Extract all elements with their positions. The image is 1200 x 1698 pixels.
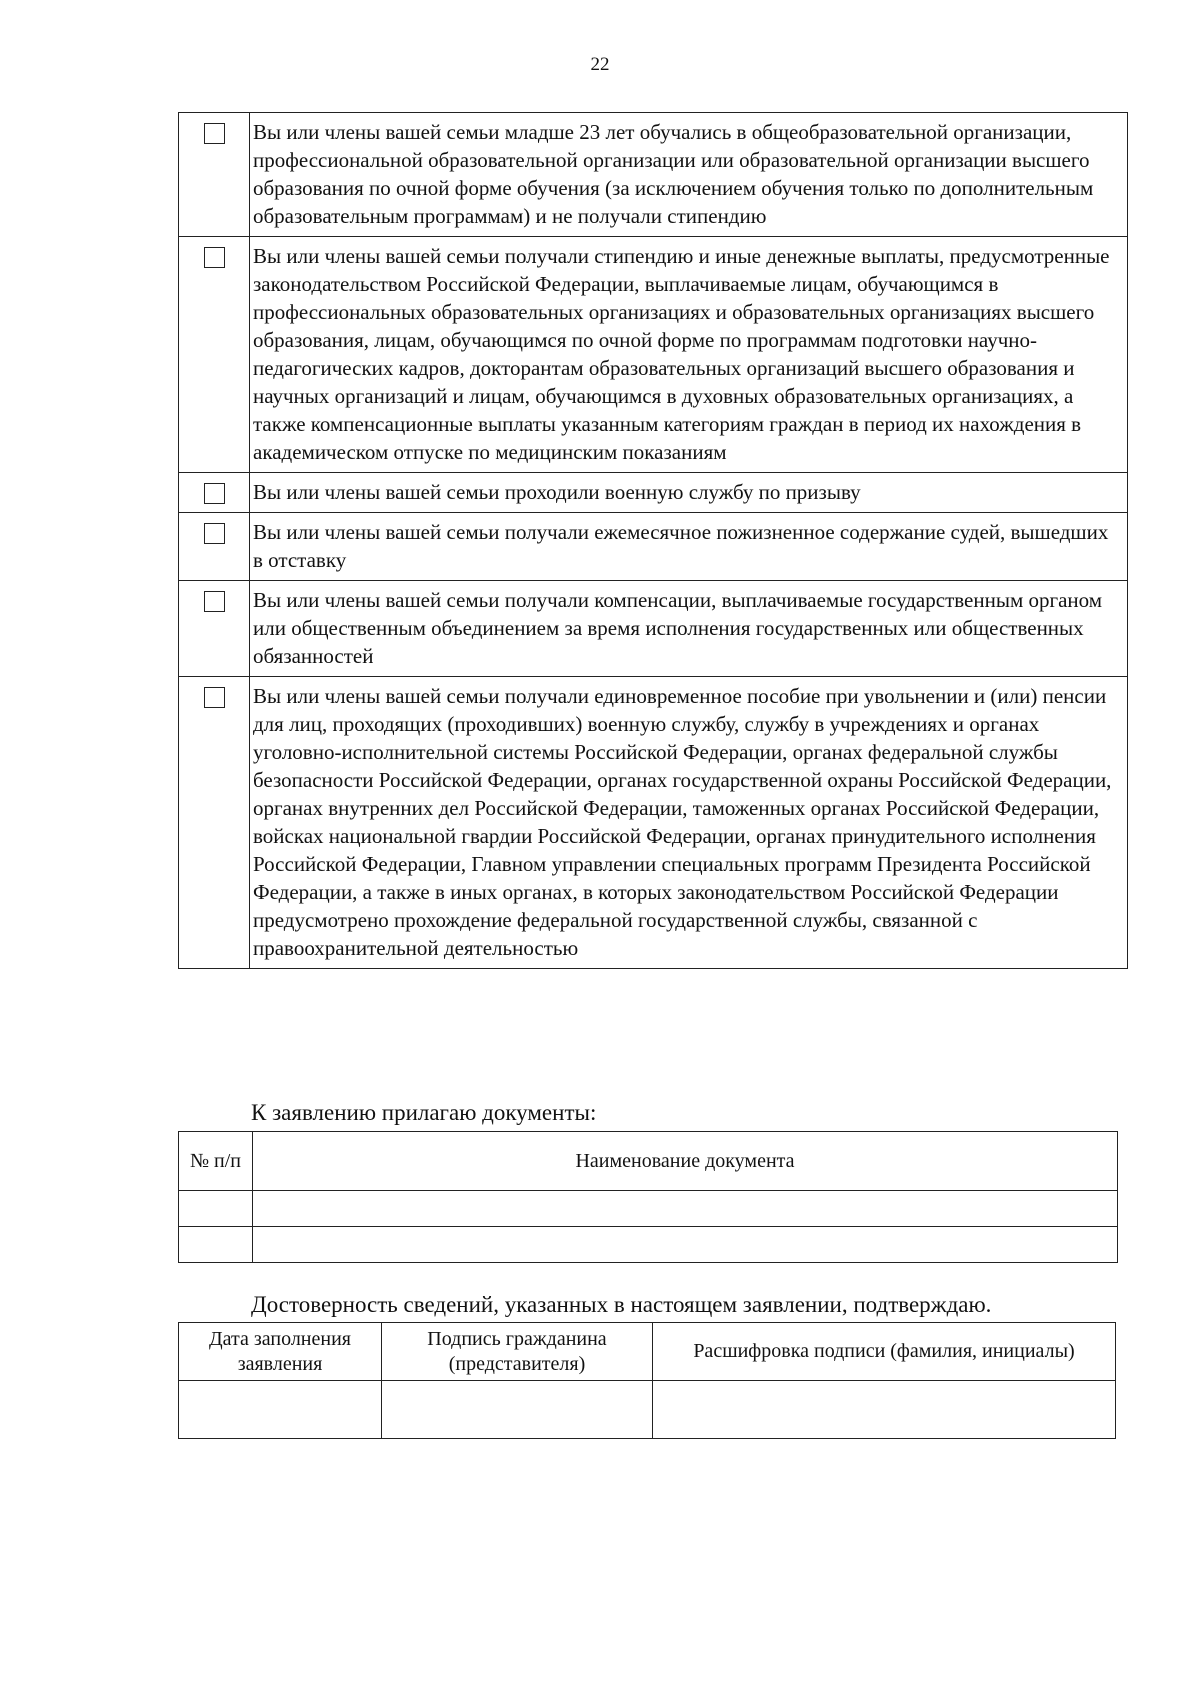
table-row — [179, 1191, 1118, 1227]
column-signature: Подпись гражданина (представителя) — [382, 1323, 653, 1381]
signature-decode-cell[interactable] — [653, 1381, 1116, 1439]
document-name-cell[interactable] — [253, 1191, 1118, 1227]
checklist-text: Вы или члены вашей семьи получали ежемесячное пожизненное содержание судей, вышедших в отставку — [250, 513, 1128, 581]
checklist-text: Вы или члены вашей семьи получали компенсации, выплачиваемые государственным органом или общественным объединением за время исполнения государственных или общественных обязанностей — [250, 581, 1128, 677]
checkbox-studied-no-stipend[interactable] — [204, 123, 225, 144]
table-row — [179, 1227, 1118, 1263]
number-cell[interactable] — [179, 1227, 253, 1263]
checklist-text: Вы или члены вашей семьи проходили военную службу по призыву — [250, 473, 1128, 513]
confirmation-heading: Достоверность сведений, указанных в настоящем заявлении, подтверждаю. — [251, 1292, 992, 1317]
column-fill-date: Дата заполнения заявления — [179, 1323, 382, 1381]
number-cell[interactable] — [179, 1191, 253, 1227]
checkbox-service-pension[interactable] — [204, 687, 225, 708]
benefits-checklist — [178, 112, 1128, 969]
fill-date-cell[interactable] — [179, 1381, 382, 1439]
page-number: 22 — [590, 54, 610, 75]
signature-table — [178, 1322, 1116, 1439]
checkbox-stipend[interactable] — [204, 247, 225, 268]
document-name-cell[interactable] — [253, 1227, 1118, 1263]
checkbox-judge-allowance[interactable] — [204, 523, 225, 544]
checklist-row — [179, 677, 1128, 969]
checklist-text: Вы или члены вашей семьи получали единовременное пособие при увольнении и (или) пенсии для лиц, проходящих (проходивших) военную службу, службу в учреждениях и органах уголовно-исполнительной системы Российской Федерации, органах федеральной службы безопасности Российской Федерации, органах государственной охраны Российской Федерации, органах внутренних дел Российской Федерации, таможенных органах Российской Федерации, войсках национальной гвардии Российской Федерации, органах принудительного исполнения Российской Федерации, Главном управлении специальных программ Президента Российской Федерации, а также в иных органах, в которых законодательством Российской Федерации предусмотрено прохождение федеральной государственной службы, связанной с правоохранительной деятельностью — [250, 677, 1128, 969]
column-signature-decode: Расшифровка подписи (фамилия, инициалы) — [653, 1323, 1116, 1381]
attachments-table — [178, 1131, 1118, 1263]
column-number: № п/п — [179, 1132, 253, 1191]
checklist-row — [179, 473, 1128, 513]
checklist-row — [179, 581, 1128, 677]
signature-cell[interactable] — [382, 1381, 653, 1439]
checklist-text: Вы или члены вашей семьи получали стипендию и иные денежные выплаты, предусмотренные законодательством Российской Федерации, выплачиваемые лицам, обучающимся в профессиональных образовательных организациях и образовательных организациях высшего образования, лицам, обучающимся по очной форме по программам подготовки научно-педагогических кадров, докторантам образовательных организаций высшего образования и научных организаций и лицам, обучающимся в духовных образовательных организациях, а также компенсационные выплаты указанным категориям граждан в период их нахождения в академическом отпуске по медицинским показаниям — [250, 237, 1128, 473]
checklist-row — [179, 513, 1128, 581]
checklist-row — [179, 237, 1128, 473]
attachments-heading: К заявлению прилагаю документы: — [251, 1100, 597, 1125]
checkbox-military-service[interactable] — [204, 483, 225, 504]
checklist-row — [179, 113, 1128, 237]
checkbox-duty-compensation[interactable] — [204, 591, 225, 612]
column-document-name: Наименование документа — [253, 1132, 1118, 1191]
checklist-text: Вы или члены вашей семьи младше 23 лет обучались в общеобразовательной организации, профессиональной образовательной организации или образовательной организации высшего образования по очной форме обучения (за исключением обучения только по дополнительным образовательным программам) и не получали стипендию — [250, 113, 1128, 237]
table-row — [179, 1381, 1116, 1439]
